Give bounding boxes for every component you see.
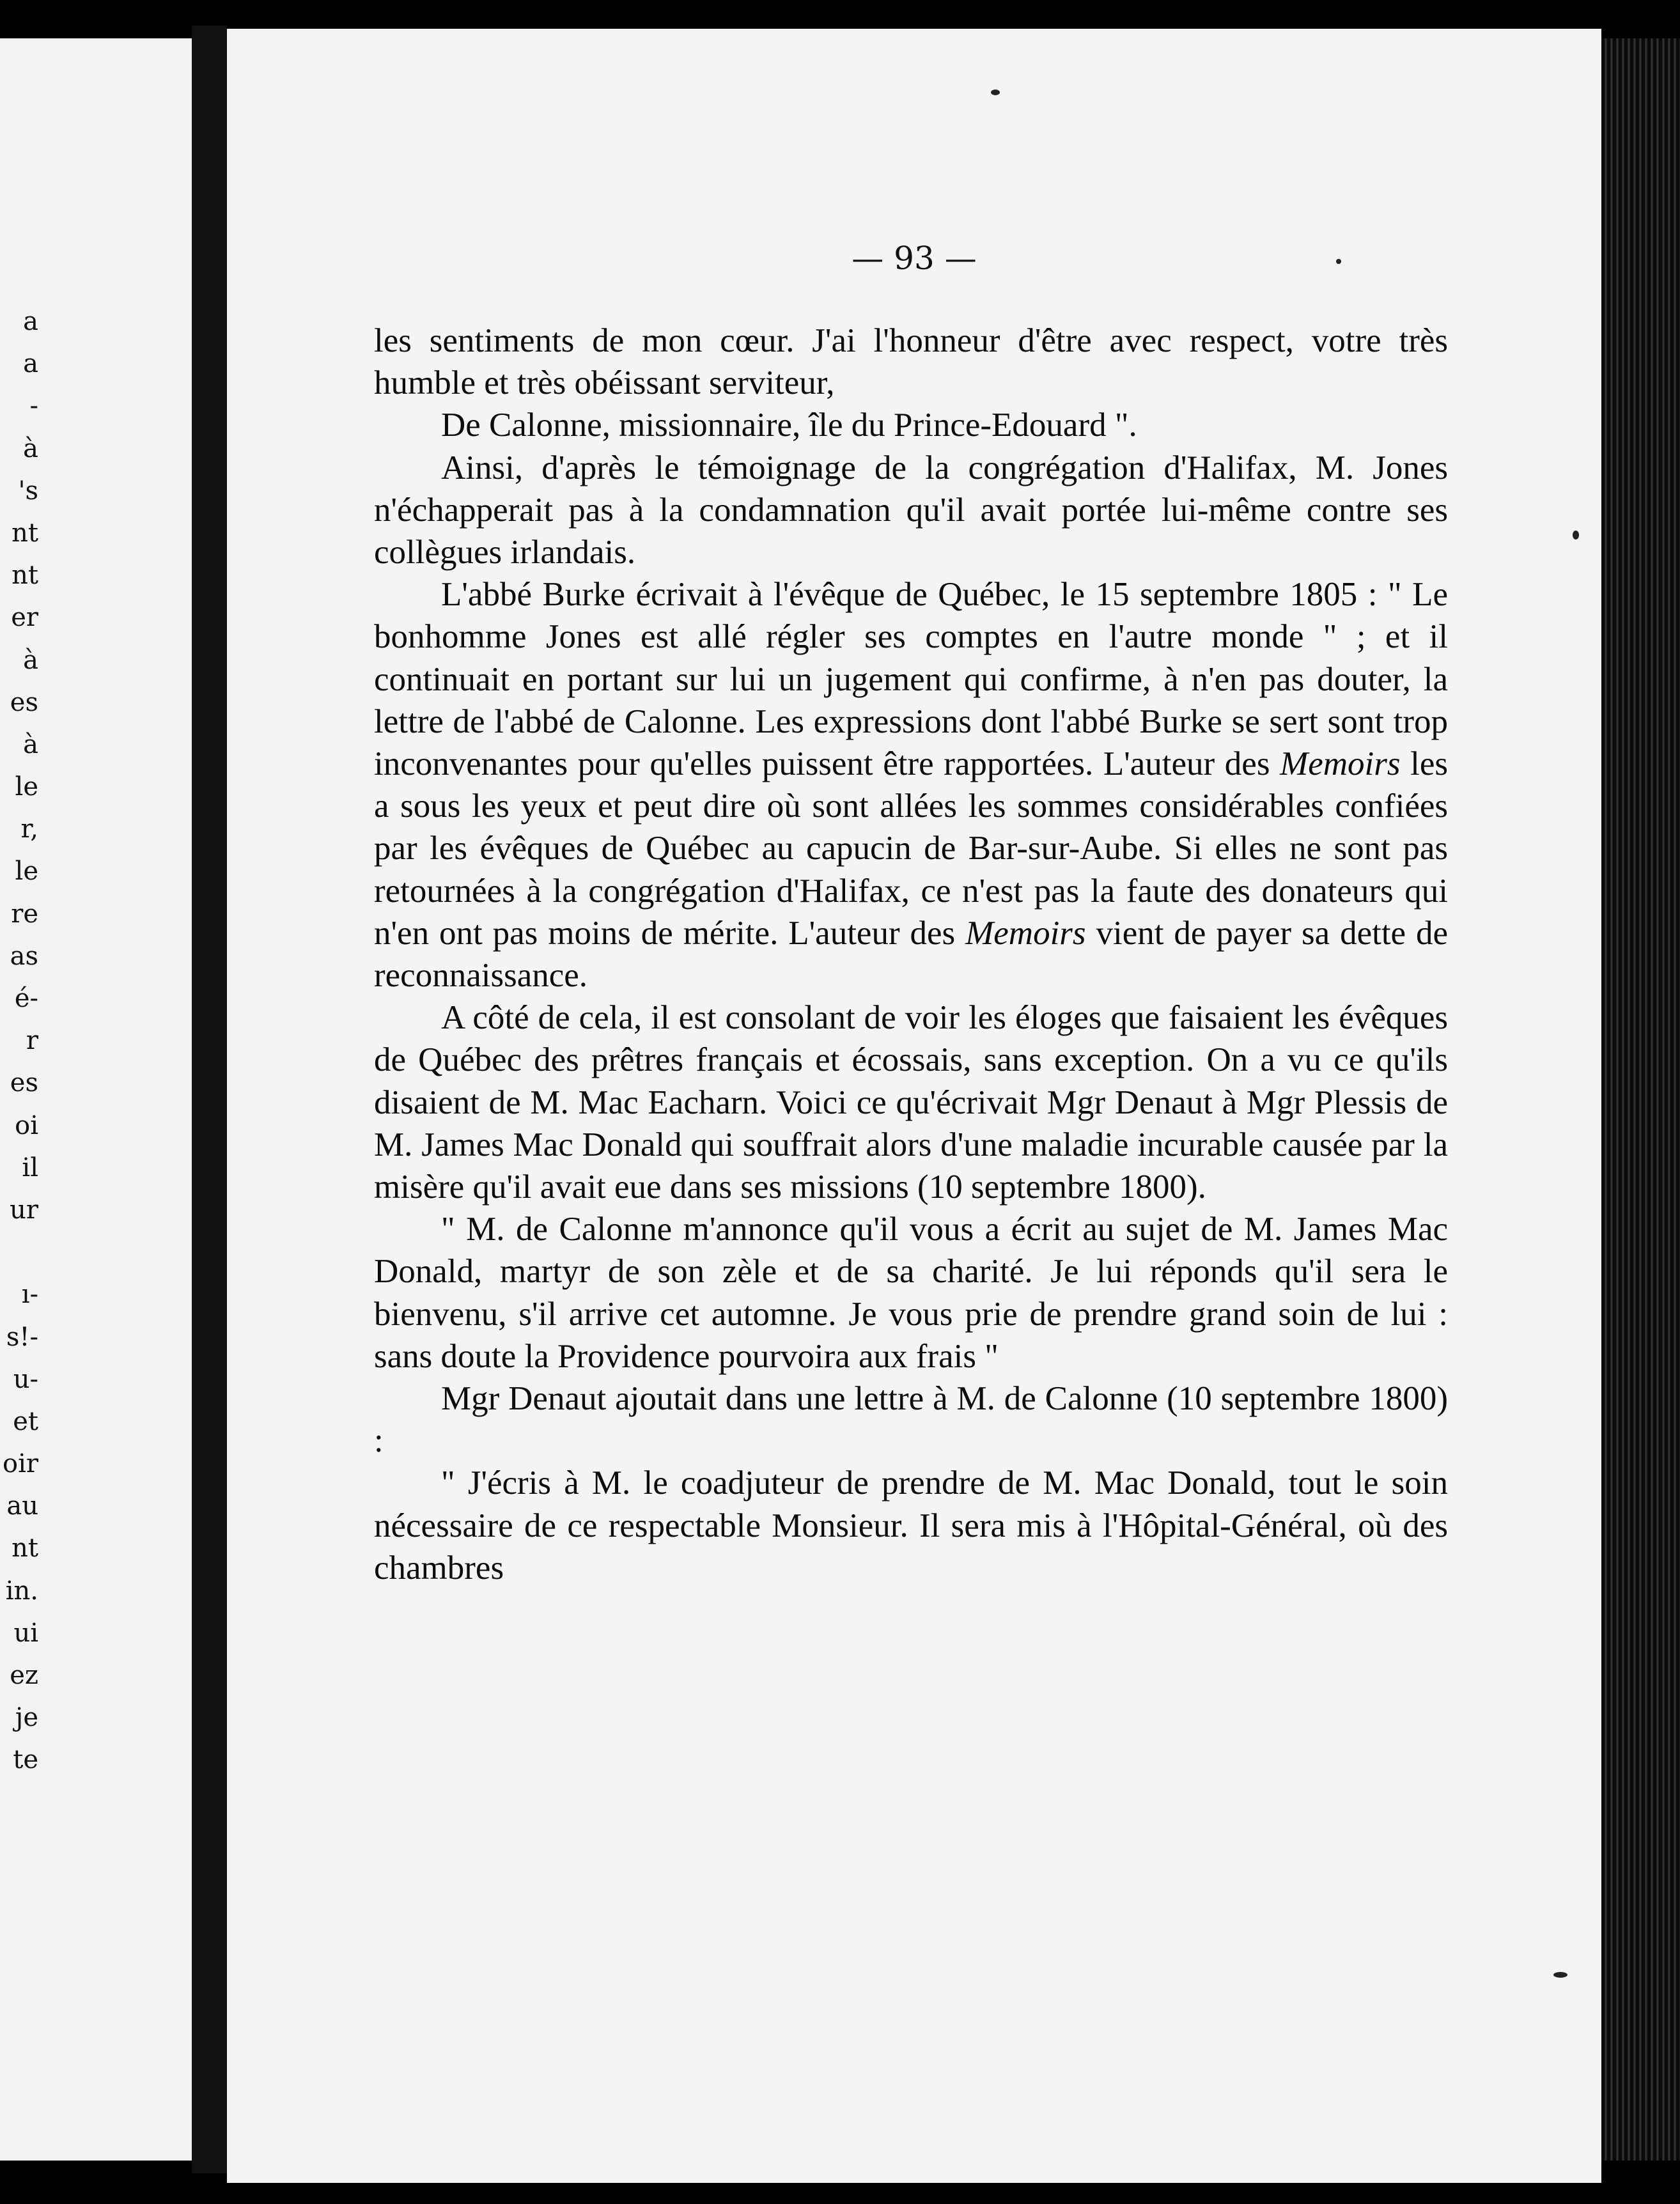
previous-page-fragment-line: à — [23, 729, 38, 759]
previous-page-fragment-line: et — [13, 1406, 38, 1436]
paragraph-7: Mgr Denaut ajoutait dans une lettre à M. de Calonne (10 septembre 1800) : — [374, 1380, 1448, 1460]
previous-page-fragment-line: je — [15, 1703, 38, 1733]
previous-page-fragment-line: oi — [15, 1110, 38, 1140]
memoirs-title-1: Memoirs — [1280, 745, 1401, 783]
previous-page-fragment — [0, 38, 192, 2161]
previous-page-fragment-line — [0, 1231, 38, 1273]
previous-page-fragment-line: in. — [5, 1576, 38, 1606]
previous-page-line-ends — [0, 300, 38, 1781]
paragraph-5: A côté de cela, il est consolant de voir les éloges que faisaient les évêques de Québec des prêtres français et écossais, sans exception. On a vu ce qu'ils disaient de M. Mac Eacharn. Voici ce qu'écrivait Mgr Denaut à Mgr Plessis de M. James Mac Donald qui souffrait alors d'une maladie incurable causée par la misère qu'il avait eue dans ses missions (10 septembre 1800). — [374, 999, 1448, 1206]
previous-page-fragment-line: nt — [12, 1533, 38, 1564]
previous-page-fragment-line: à — [23, 645, 38, 675]
previous-page-fragment-line: nt — [12, 561, 38, 591]
previous-page-fragment-line: ı- — [21, 1280, 38, 1310]
previous-page-fragment-line: r, — [20, 814, 38, 844]
page-number: — 93 — — [852, 240, 977, 277]
scan-speck — [1553, 1972, 1567, 1978]
previous-page-fragment-line: a — [23, 307, 38, 336]
previous-page-fragment-line: - — [29, 391, 38, 421]
previous-page-fragment-line: oir — [3, 1449, 38, 1479]
previous-page-fragment-line: ez — [10, 1661, 38, 1690]
previous-page-fragment-line: r — [26, 1026, 38, 1056]
paragraph-4-part-b: les a sous les yeux et peut dire où sont allées les sommes considérables confiées par les évêques de Québec au capucin de Bar-sur-Aube. Si elles ne sont pas retournées à la congrégation d'Halifax, ce n'est pas la faute des donateurs qui n'en ont pas moins de mérite. L'auteur des — [374, 745, 1449, 952]
previous-page-fragment-line: er — [11, 603, 38, 633]
previous-page-fragment-line: es — [10, 687, 38, 717]
paragraph-8: " J'écris à M. le coadjuteur de prendre de M. Mac Donald, tout le soin nécessaire de ce respectable Monsieur. Il sera mis à l'Hôpital-Général, où des chambres — [374, 1464, 1448, 1587]
book-page — [227, 29, 1601, 2183]
previous-page-fragment-line: a — [23, 349, 38, 379]
paragraph-4-part-a: L'abbé Burke écrivait à l'évêque de Québec, le 15 septembre 1805 : " Le bonhomme Jones est allé régler ses comptes en l'autre monde " ; et il continuait en portant sur lui un jugement qui confirme, à n'en pas douter, la lettre de l'abbé de Calonne. Les expressions dont l'abbé Burke se sert sont trop inconvenantes pour qu'elles puissent être rapportées. L'auteur des — [374, 576, 1448, 783]
previous-page-fragment-line: é- — [14, 984, 38, 1013]
paragraph-3: Ainsi, d'après le témoignage de la congrégation d'Halifax, M. Jones n'échapperait pas à la condamnation qu'il avait portée lui-même contre ses collègues irlandais. — [374, 449, 1448, 571]
memoirs-title-2: Memoirs — [965, 914, 1086, 952]
previous-page-fragment-line: à — [23, 433, 38, 463]
scan-speck — [991, 89, 1000, 95]
paragraph-4-part-c: vient de payer sa dette de reconnaissance. — [374, 914, 1449, 995]
paragraph-1: les sentiments de mon cœur. J'ai l'honneur d'être avec respect, votre très humble et très obéissant serviteur, — [374, 322, 1448, 402]
scan-speck — [1573, 531, 1579, 539]
previous-page-fragment-line: s!- — [6, 1322, 38, 1352]
page-body — [374, 320, 1448, 1589]
previous-page-fragment-line: ui — [13, 1618, 38, 1648]
previous-page-fragment-line: as — [10, 941, 38, 971]
previous-page-fragment-line: il — [22, 1152, 38, 1183]
previous-page-fragment-line: le — [15, 772, 38, 802]
previous-page-fragment-line: 's — [18, 476, 38, 506]
previous-page-fragment-line: ur — [10, 1195, 38, 1225]
scan-speck — [1336, 259, 1341, 264]
previous-page-fragment-line: nt — [12, 518, 38, 548]
previous-page-fragment-line: es — [10, 1068, 38, 1098]
previous-page-fragment-line: u- — [13, 1364, 38, 1394]
book-gutter — [192, 26, 227, 2173]
previous-page-fragment-line: au — [6, 1491, 38, 1521]
previous-page-fragment-line: le — [15, 857, 38, 887]
paragraph-4 — [374, 573, 1448, 997]
paragraph-6: " M. de Calonne m'annonce qu'il vous a écrit au sujet de M. James Mac Donald, martyr de son zèle et de sa charité. Je lui réponds qu'il sera le bienvenu, s'il arrive cet automne. Je vous prie de prendre grand soin de lui : sans doute la Providence pourvoira aux frais " — [374, 1211, 1448, 1375]
previous-page-fragment-line: re — [11, 899, 38, 929]
signature-line: De Calonne, missionnaire, île du Prince-Edouard ". — [441, 407, 1137, 444]
previous-page-fragment-line: te — [13, 1745, 38, 1775]
page-block-edge — [1601, 38, 1680, 2161]
